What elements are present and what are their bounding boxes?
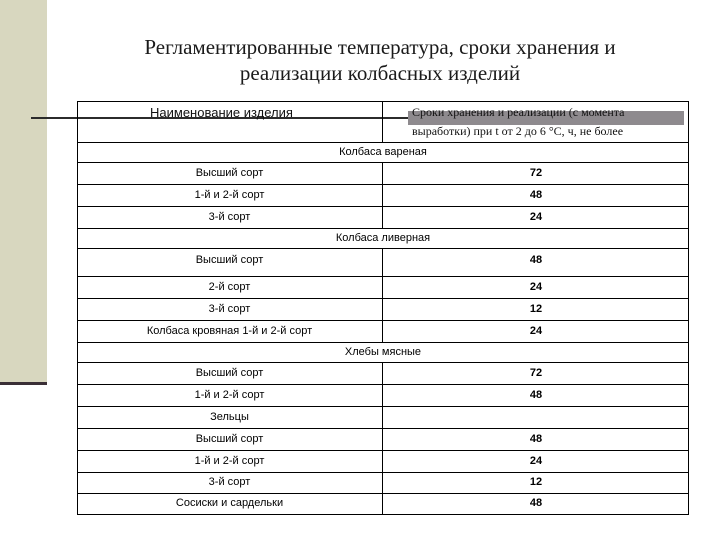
row-value: 24	[529, 325, 543, 337]
table-rule	[77, 472, 689, 473]
table-rule	[77, 450, 689, 451]
row-name: 2-й сорт	[208, 281, 251, 293]
row-name: Колбаса кровяная 1-й и 2-й сорт	[146, 325, 313, 337]
row-value: 48	[529, 389, 543, 401]
section-boiled-sausage: Колбаса вареная	[339, 146, 427, 158]
row-name: 1-й и 2-й сорт	[194, 189, 265, 201]
table-rule	[77, 342, 689, 343]
decorative-side-bar	[0, 0, 47, 385]
column-divider	[382, 101, 383, 142]
column-header-shelf-life-line-1: Сроки хранения и реализации (с момента	[412, 105, 625, 119]
row-name: 3-й сорт	[208, 211, 251, 223]
row-value: 48	[529, 254, 543, 266]
column-header-shelf-life-line-2: выработки) при t от 2 до 6 °С, ч, не более	[412, 124, 624, 138]
table-rule	[77, 162, 689, 163]
table-rule	[77, 298, 689, 299]
row-value: 72	[529, 167, 543, 179]
row-value: 48	[529, 189, 543, 201]
table-rule	[77, 320, 689, 321]
slide-title-line-2: реализации колбасных изделий	[239, 61, 521, 85]
table-rule	[77, 276, 689, 277]
row-name: Высший сорт	[195, 167, 264, 179]
slide-title	[60, 34, 700, 86]
section-liver-sausage: Колбаса ливерная	[335, 232, 431, 244]
table-rule	[77, 248, 689, 249]
row-name: Высший сорт	[195, 367, 264, 379]
row-name: Сосиски и сардельки	[175, 497, 284, 509]
row-name: Зельцы	[210, 411, 249, 423]
row-name: Высший сорт	[195, 254, 264, 266]
table-rule	[77, 184, 689, 185]
section-meat-loaf: Хлебы мясные	[344, 346, 422, 358]
table-rule	[77, 428, 689, 429]
table-rule	[77, 228, 689, 229]
slide-title-line-1: Регламентированные температура, сроки хранения и	[144, 35, 616, 59]
row-value: 12	[529, 476, 543, 488]
row-value: 24	[529, 281, 543, 293]
table-rule	[77, 206, 689, 207]
row-value: 72	[529, 367, 543, 379]
row-name: 3-й сорт	[208, 476, 251, 488]
row-value: 48	[529, 433, 543, 445]
table-rule	[77, 384, 689, 385]
row-value: 24	[529, 455, 543, 467]
table-rule	[77, 142, 689, 143]
row-name: 1-й и 2-й сорт	[194, 455, 265, 467]
table-rule	[77, 493, 689, 494]
row-value: 24	[529, 211, 543, 223]
row-name: 3-й сорт	[208, 303, 251, 315]
row-name: 1-й и 2-й сорт	[194, 389, 265, 401]
column-header-name: Наименование изделия	[150, 105, 293, 120]
table-rule	[77, 406, 689, 407]
table-rule	[77, 362, 689, 363]
row-value: 12	[529, 303, 543, 315]
row-name: Высший сорт	[195, 433, 264, 445]
row-value: 48	[529, 497, 543, 509]
decorative-side-bar-line	[0, 382, 47, 385]
